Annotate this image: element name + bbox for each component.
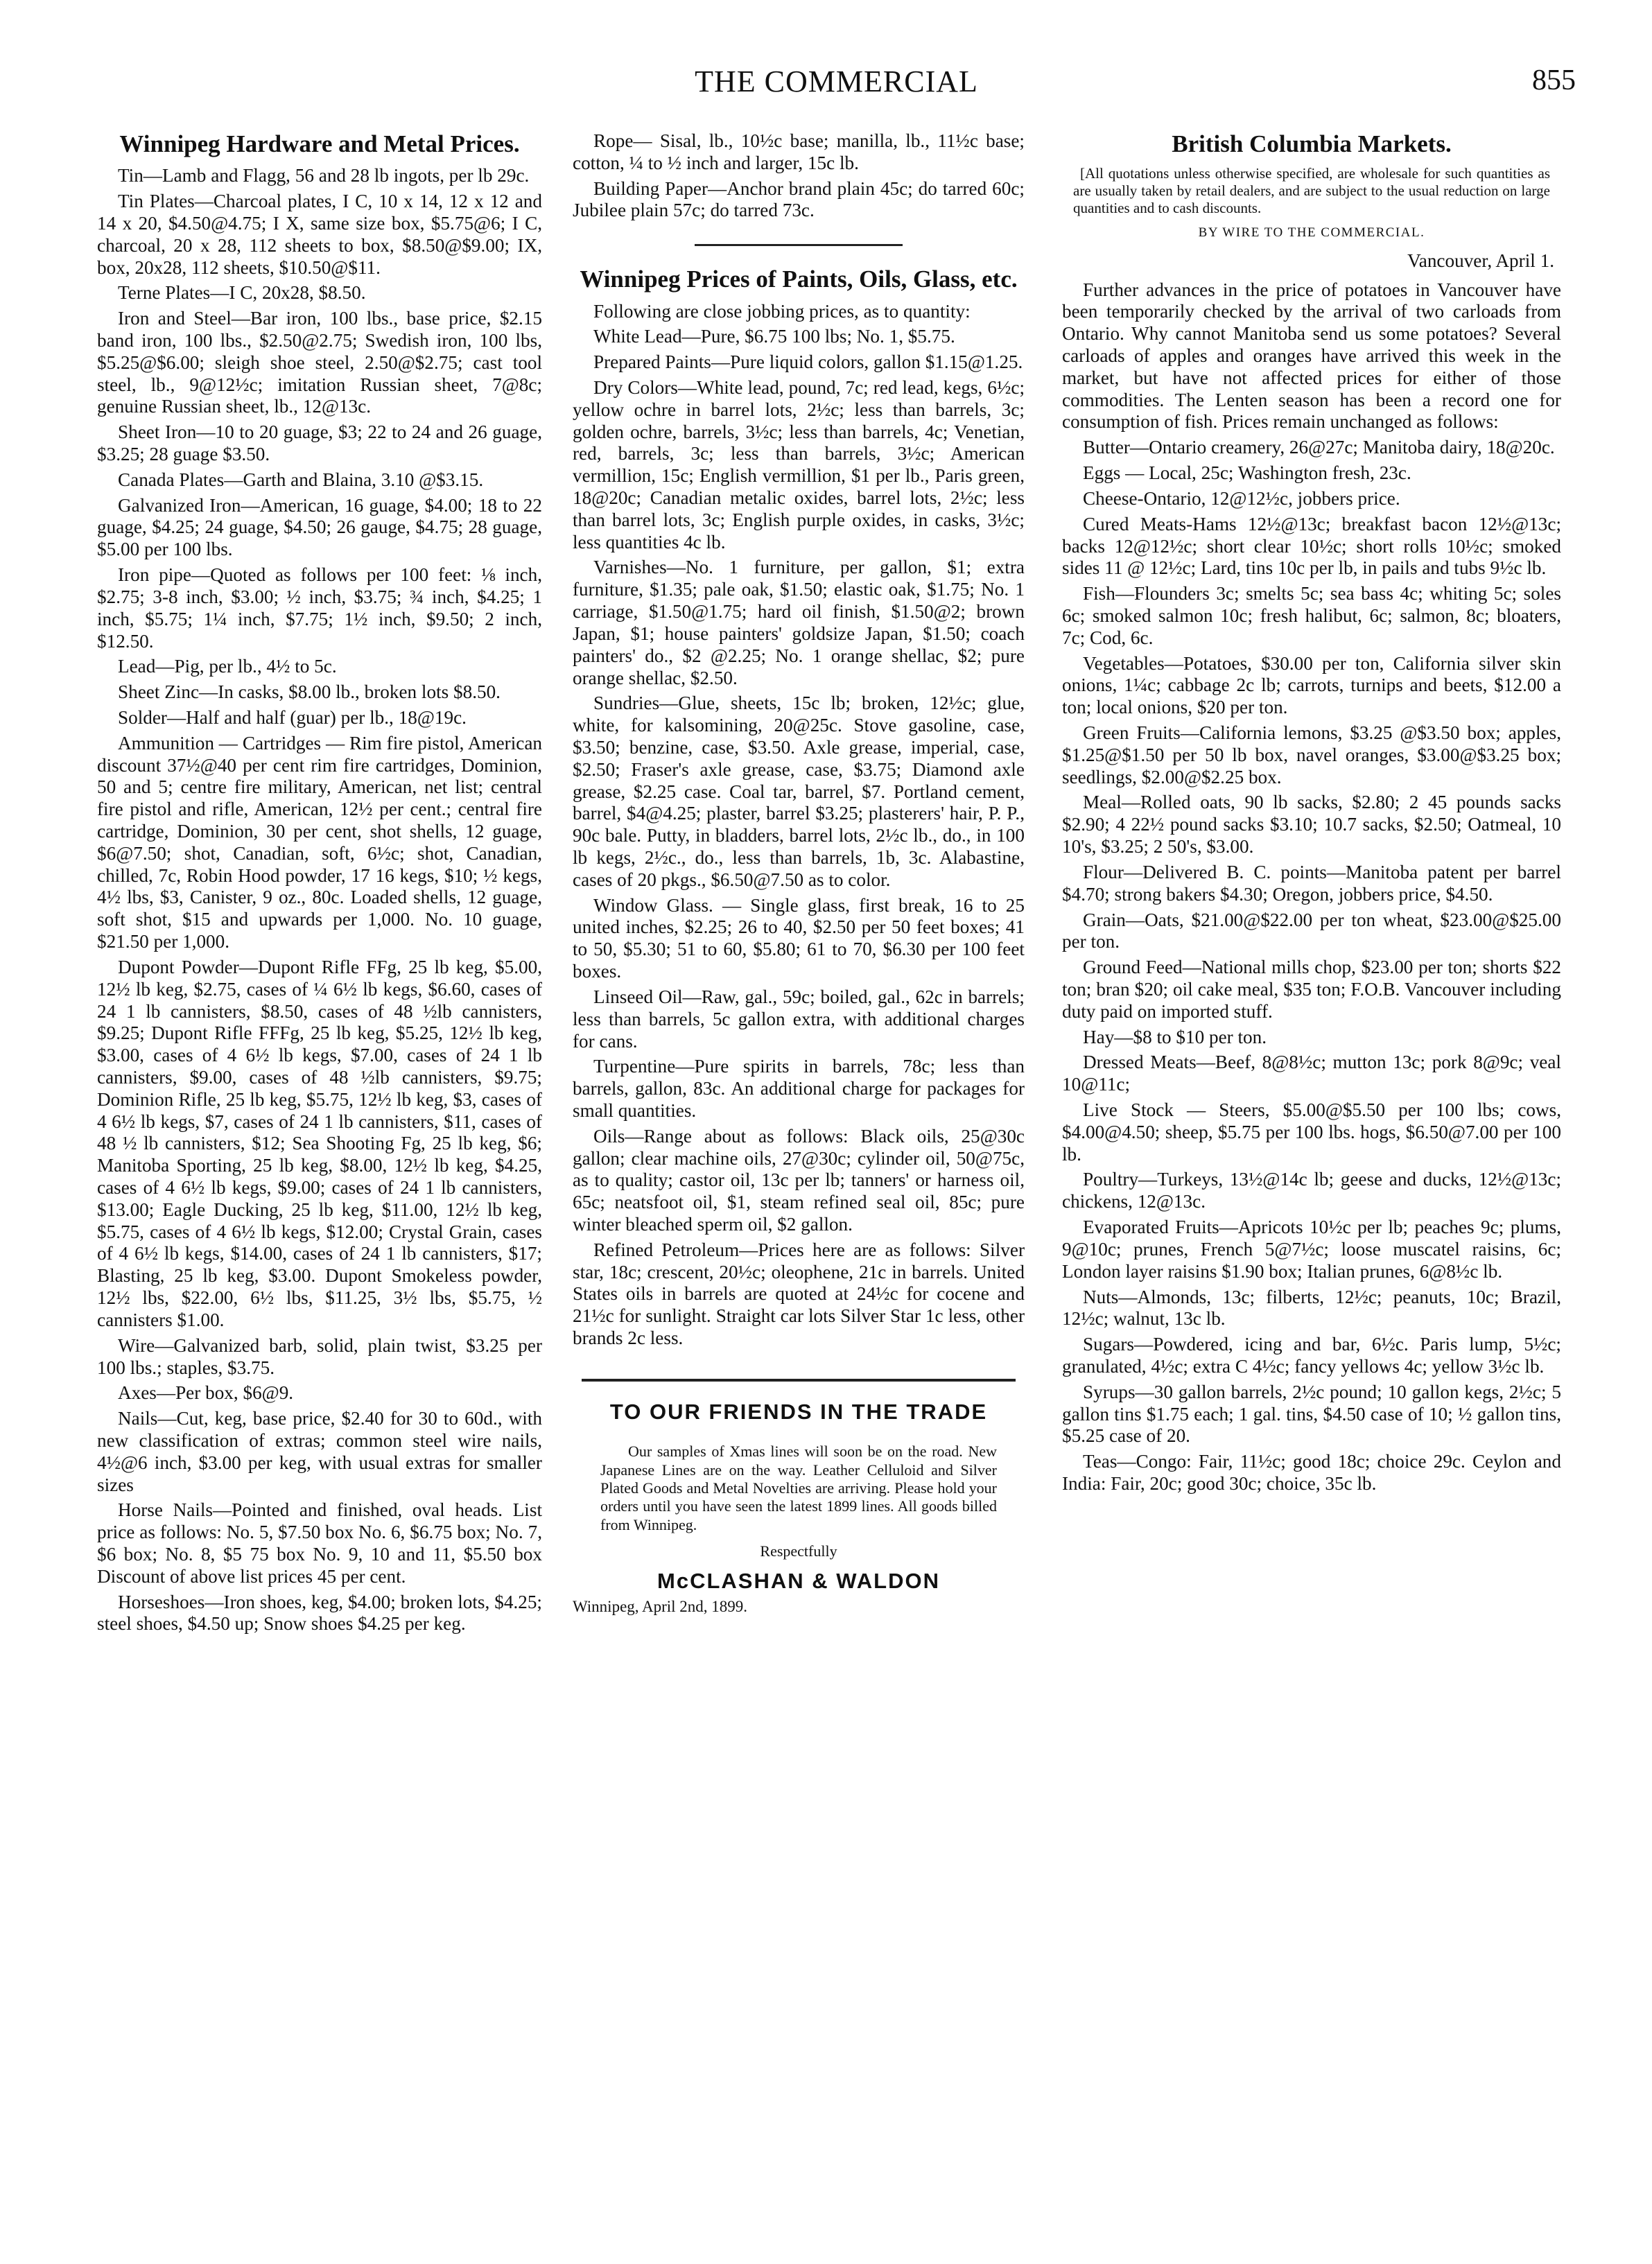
price-paragraph: Cheese-Ontario, 12@12½c, jobbers price.	[1083, 487, 1400, 509]
price-paragraph: Refined Petroleum—Prices here are as follows: Silver star, 18c; crescent, 20½c; oleophene, 21c in barrels. United States oils in barrels are quoted at 24½c for cocene and 21½c for sunlight. Straight car lots Silver Star 1c less, other brands 2c less.	[573, 1239, 1025, 1349]
price-paragraph: Terne Plates—I C, 20x28, $8.50.	[118, 282, 366, 304]
price-paragraph: Iron pipe—Quoted as follows per 100 feet: ⅛ inch, $2.75; 3-8 inch, $3.00; ½ inch, $3.75; ¾ inch, $4.25; 1 inch, $5.75; 1¼ inch, $7.75; 1½ inch, $9.50; 2 inch, $12.50.	[97, 564, 542, 652]
price-paragraph: Window Glass. — Single glass, first break, 16 to 25 united inches, $2.25; 26 to 40, $2.50 per 50 feet boxes; 41 to 50, $5.30; 51 to 60, $5.80; 61 to 70, $6.30 per 100 feet boxes.	[573, 894, 1025, 982]
price-paragraph: Dry Colors—White lead, pound, 7c; red lead, kegs, 6½c; yellow ochre in barrel lots, 2½c; less than barrels, 3c; golden ochre, barrels, 3½c; less than barrels, 4c; Venetian, red, barrels, 3c; less than barrels, 3½c; American vermillion, 15c; English vermillion, $1 per lb., Paris green, 18@20c; Canadian metalic oxides, barrel lots, 2½c; less than barrel lots, 3c; English purple oxides, in casks, 3½c; less quantities 4c lb.	[573, 376, 1025, 552]
quotation-note: [All quotations unless otherwise specified, are wholesale for such quantities as are usually taken by retail dealers, and are subject to the usual reduction on large quantities and to cash discounts.	[1073, 165, 1550, 216]
page-number: 855	[1532, 64, 1576, 96]
price-paragraph: Following are close jobbing prices, as to quantity:	[593, 300, 971, 322]
price-paragraph: Rope— Sisal, lb., 10½c base; manilla, lb., 11½c base; cotton, ¼ to ½ inch and larger, 15c lb.	[573, 130, 1025, 173]
trade-advertisement	[573, 1400, 1025, 1617]
price-paragraph: Evaporated Fruits—Apricots 10½c per lb; peaches 9c; plums, 9@10c; prunes, French 5@7½c; loose muscatel raisins, 6c; London layer raisins $1.90 box; Italian prunes, 6@8½c lb.	[1062, 1217, 1561, 1282]
price-paragraph: Ground Feed—National mills chop, $23.00 per ton; shorts $22 ton; bran $20; oil cake meal, $35 ton; F.O.B. Vancouver including duty paid on imported stuff.	[1062, 957, 1561, 1022]
price-paragraph: Grain—Oats, $21.00@$22.00 per ton wheat, $23.00@$25.00 per ton.	[1062, 909, 1561, 952]
price-paragraph: Fish—Flounders 3c; smelts 5c; sea bass 4c; whiting 5c; soles 6c; smoked salmon 10c; fresh halibut, 6c; salmon, 8c; bloaters, 7c; Cod, 6c.	[1062, 583, 1561, 648]
column-paints-oils-glass	[573, 130, 1025, 2222]
advert-dateline: Winnipeg, April 2nd, 1899.	[573, 1598, 748, 1616]
advert-body: Our samples of Xmas lines will soon be on the road. New Japanese Lines are on the way. Leather Celluloid and Silver Plated Goods and Metal Novelties are arriving. Please hold your orders until you have seen the latest 1899 lines. All goods billed from Winnipeg.	[600, 1443, 997, 1533]
price-paragraph: Poultry—Turkeys, 13½@14c lb; geese and ducks, 12½@13c; chickens, 12@13c.	[1062, 1169, 1561, 1212]
price-paragraph: Nuts—Almonds, 13c; filberts, 12½c; peanuts, 10c; Brazil, 12½c; walnut, 13c lb.	[1062, 1286, 1561, 1330]
price-paragraph: Hay—$8 to $10 per ton.	[1083, 1026, 1267, 1047]
price-paragraph: Flour—Delivered B. C. points—Manitoba patent per barrel $4.70; strong bakers $4.30; Oregon, jobbers price, $4.50.	[1062, 861, 1561, 905]
price-paragraph: Further advances in the price of potatoes in Vancouver have been temporarily checked by the arrival of two carloads from Ontario. Why cannot Manitoba send us some potatoes? Several carloads of apples and oranges have arrived this week in the market, but have not affected prices for either of those commodities. The Lenten season has been a record one for consumption of fish. Prices remain unchanged as follows:	[1062, 279, 1561, 433]
price-paragraph: Dressed Meats—Beef, 8@8½c; mutton 13c; pork 8@9c; veal 10@11c;	[1062, 1052, 1561, 1095]
price-paragraph: Solder—Half and half (guar) per lb., 18@19c.	[118, 706, 467, 728]
price-paragraph: Oils—Range about as follows: Black oils, 25@30c gallon; clear machine oils, 27@30c; cylinder oil, 50@75c, as to quality; castor oil, 13c per lb; tanners' or harness oil, 65c; neatsfoot oil, $1, steam refined seal oil, 85c; pure winter bleached sperm oil, $2 gallon.	[573, 1125, 1025, 1235]
price-paragraph: Dupont Powder—Dupont Rifle FFg, 25 lb keg, $5.00, 12½ lb keg, $2.75, cases of ¼ 6½ lb kegs, $6.60, cases of 24 1 lb cannisters, $8.50, cases of 48 ½lb cannisters, $9.25; Dupont Rifle FFFg, 25 lb keg, $5.25, 12½ lb keg, $3.00, cases of 4 6½ lb kegs, $7.00, cases of 24 1 lb cannisters, $9.00, cases of 48 ½lb cannisters, $9.75; Dominion Rifle, 25 lb keg, $5.75, 12½ lb keg, $3, cases of 4 6½ lb kegs, $7, cases of 24 1 lb cannisters, $11, cases of 48 ½ lb cannisters, $12; Sea Shooting Fg, 25 lb keg, $6; Manitoba Sporting, 25 lb keg, $8.00, 12½ lb keg, $4.25, cases of 4 6½ lb kegs, $9.00; cases of 24 1 lb cannisters, $13.00; Eagle Ducking, 25 lb keg, $11.00, 12½ lb keg, $5.75, cases of 4 6½ lb kegs, $12.00; Crystal Grain, cases of 4 6½ lb kegs, $14.00, cases of 24 1 lb cannisters, $17; Blasting, 25 lb keg, $3.00. Dupont Smokeless powder, 12½ lbs, $22.00, 6½ lbs, $11.25, 3½ lbs, $5.75, ½ cannisters $1.00.	[97, 956, 542, 1330]
price-paragraph: Canada Plates—Garth and Blaina, 3.10 @$3.15.	[118, 469, 484, 490]
price-paragraph: Tin Plates—Charcoal plates, I C, 10 x 14, 12 x 12 and 14 x 20, $4.50@4.75; I X, same size box, $5.75@6; I C, charcoal, 20 x 28, 112 sheets to box, $8.50@$9.00; IX, box, 20x28, 112 sheets, $10.50@$11.	[97, 191, 542, 278]
price-paragraph: Varnishes—No. 1 furniture, per gallon, $1; extra furniture, $1.35; pale oak, $1.50; elastic oak, $1.75; No. 1 carriage, $1.50@1.75; hard oil finish, $1.50@2; brown Japan, $1; house painters' goldsize Japan, $1.50; coach painters' do., $2 @2.25; No. 1 orange shellac, $2; pure orange shellac, $2.50.	[573, 557, 1025, 688]
price-paragraph: White Lead—Pure, $6.75 100 lbs; No. 1, $5.75.	[593, 326, 955, 347]
section-heading-bc-markets: British Columbia Markets.	[1172, 130, 1452, 157]
price-paragraph: Building Paper—Anchor brand plain 45c; do tarred 60c; Jubilee plain 57c; do tarred 73c.	[573, 177, 1025, 221]
price-paragraph: Cured Meats-Hams 12½@13c; breakfast bacon 12½@13c; backs 12@12½c; short clear 10½c; short rolls 10½c; smoked sides 11 @ 12½c; Lard, tins 10c per lb, in pails and tubs 9½c lb.	[1062, 513, 1561, 579]
price-paragraph: Teas—Congo: Fair, 11½c; good 18c; choice 29c. Ceylon and India: Fair, 20c; good 30c; choice, 35c lb.	[1062, 1451, 1561, 1495]
advert-title: TO OUR FRIENDS IN THE TRADE	[609, 1399, 988, 1424]
dateline: Vancouver, April 1.	[1407, 250, 1554, 271]
price-paragraph: Live Stock — Steers, $5.00@$5.50 per 100 lbs; cows, $4.00@4.50; sheep, $5.75 per 100 lbs. hogs, $6.50@7.00 per 100 lb.	[1062, 1099, 1561, 1165]
price-paragraph: Nails—Cut, keg, base price, $2.40 for 30 to 60d., with new classification of extras; common steel wire nails, 4½@6 inch, $3.00 per keg, with usual extras for smaller sizes	[97, 1408, 542, 1495]
price-paragraph: Sheet Zinc—In casks, $8.00 lb., broken lots $8.50.	[118, 681, 501, 703]
section-heading-hardware: Winnipeg Hardware and Metal Prices.	[119, 130, 520, 157]
byline: BY WIRE TO THE COMMERCIAL.	[1198, 225, 1425, 240]
column-british-columbia	[1062, 130, 1561, 2222]
price-paragraph: Wire—Galvanized barb, solid, plain twist, $3.25 per 100 lbs.; staples, $3.75.	[97, 1334, 542, 1378]
price-paragraph: Horse Nails—Pointed and finished, oval heads. List price as follows: No. 5, $7.50 box No. 6, $6.75 box; No. 7, $6 box; No. 8, $5 75 box No. 9, 10 and 11, $5.50 box Discount of above list prices 45 per cent.	[97, 1499, 542, 1587]
price-paragraph: Meal—Rolled oats, 90 lb sacks, $2.80; 2 45 pounds sacks $2.90; 4 22½ pound sacks $3.10; 10.7 sacks, $2.50; Oatmeal, 10 10's, $3.25; 2 50's, $3.00.	[1062, 792, 1561, 857]
price-paragraph: Sundries—Glue, sheets, 15c lb; broken, 12½c; glue, white, for kalsomining, 20@25c. Stove gasoline, case, $3.50; benzine, case, $3.50. Axle grease, imperial, case, $2.50; Fraser's axle grease, case, $3.75; Diamond axle grease, $2.25 case. Coal tar, barrel, $7. Portland cement, barrel, $4@4.25; plaster, barrel $3.25; plasterers' hair, P. P., 90c bale. Putty, in bladders, barrel lots, 2½c lb., do., in 100 lb kegs, 2½c., do., less than barrels, 1b, 3c. Alabastine, cases of 20 pkgs., $6.50@7.50 as to color.	[573, 693, 1025, 890]
price-paragraph: Ammunition — Cartridges — Rim fire pistol, American discount 37½@40 per cent rim fire cartridges, Dominion, 50 and 5; centre fire military, American, net list; central fire pistol and rifle, American, 12½ per cent.; central fire cartridge, Dominion, 30 per cent, shot shells, 12 guage, $6@7.50; shot, Canadian, soft, 6½c; shot, Canadian, chilled, 7c, Robin Hood powder, 17 16 kegs, $10; ½ kegs, 4½ lbs, $3, Canister, 9 oz., 80c. Loaded shells, 12 guage, soft shot, $15 and upwards per 1,000. No. 10 guage, $21.50 per 1,000.	[97, 732, 542, 952]
price-paragraph: Green Fruits—California lemons, $3.25 @$3.50 box; apples, $1.25@$1.50 per 50 lb box, navel oranges, $3.00@$3.25 box; seedlings, $2.00@$2.25 box.	[1062, 722, 1561, 787]
price-paragraph: Linseed Oil—Raw, gal., 59c; boiled, gal., 62c in barrels; less than barrels, 5c gallon extra, with additional charges for cans.	[573, 986, 1025, 1052]
price-paragraph: Lead—Pig, per lb., 4½ to 5c.	[118, 656, 337, 677]
advert-divider	[582, 1379, 1016, 1382]
price-paragraph: Axes—Per box, $6@9.	[118, 1382, 294, 1404]
price-paragraph: Horseshoes—Iron shoes, keg, $4.00; broken lots, $4.25; steel shoes, $4.50 up; Snow shoes $4.25 per keg.	[97, 1591, 542, 1635]
advert-firm-name: McCLASHAN & WALDON	[657, 1568, 940, 1593]
price-paragraph: Eggs — Local, 25c; Washington fresh, 23c.	[1083, 462, 1411, 484]
price-paragraph: Sugars—Powdered, icing and bar, 6½c. Paris lump, 5½c; granulated, 4½c; extra C 4½c; fancy yellows 4c; yellow 3½c lb.	[1062, 1334, 1561, 1377]
price-paragraph: Iron and Steel—Bar iron, 100 lbs., base price, $2.15 band iron, 100 lbs., $2.50@2.75; Swedish iron, 100 lbs, $5.25@$6.00; sleigh shoe steel, 2.50@$2.75; cast tool steel, lb., 9@12½c; imitation Russian sheet, 7@8c; genuine Russian sheet, lb., 12@13c.	[97, 308, 542, 417]
price-paragraph: Prepared Paints—Pure liquid colors, gallon $1.15@1.25.	[593, 351, 1023, 373]
publication-title: THE COMMERCIAL	[695, 64, 978, 98]
price-paragraph: Sheet Iron—10 to 20 guage, $3; 22 to 24 and 26 guage, $3.25; 28 guage $3.50.	[97, 421, 542, 464]
price-paragraph: Butter—Ontario creamery, 26@27c; Manitoba dairy, 18@20c.	[1083, 437, 1555, 458]
price-paragraph: Galvanized Iron—American, 16 guage, $4.00; 18 to 22 guage, $4.25; 24 guage, $4.50; 26 gauge, $4.75; 28 guage, $5.00 per 100 lbs.	[97, 494, 542, 560]
advert-signoff: Respectfully	[760, 1542, 837, 1560]
running-head	[97, 64, 1576, 105]
section-divider	[695, 244, 903, 246]
price-paragraph: Syrups—30 gallon barrels, 2½c pound; 10 gallon kegs, 2½c; 5 gallon tins $1.75 each; 1 gal. tins, $4.50 case of 10; ½ gallon tins, $5.25 case of 20.	[1062, 1381, 1561, 1447]
price-paragraph: Turpentine—Pure spirits in barrels, 78c; less than barrels, gallon, 83c. An additional charge for packages for small quantities.	[573, 1056, 1025, 1121]
column-hardware-prices	[97, 130, 542, 2222]
price-paragraph: Tin—Lamb and Flagg, 56 and 28 lb ingots, per lb 29c.	[118, 165, 530, 186]
section-heading-paints: Winnipeg Prices of Paints, Oils, Glass, etc.	[580, 265, 1018, 293]
price-paragraph: Vegetables—Potatoes, $30.00 per ton, California silver skin onions, 1¼c; cabbage 2c lb; carrots, turnips and beets, $12.00 a ton; local onions, $20 per ton.	[1062, 652, 1561, 718]
